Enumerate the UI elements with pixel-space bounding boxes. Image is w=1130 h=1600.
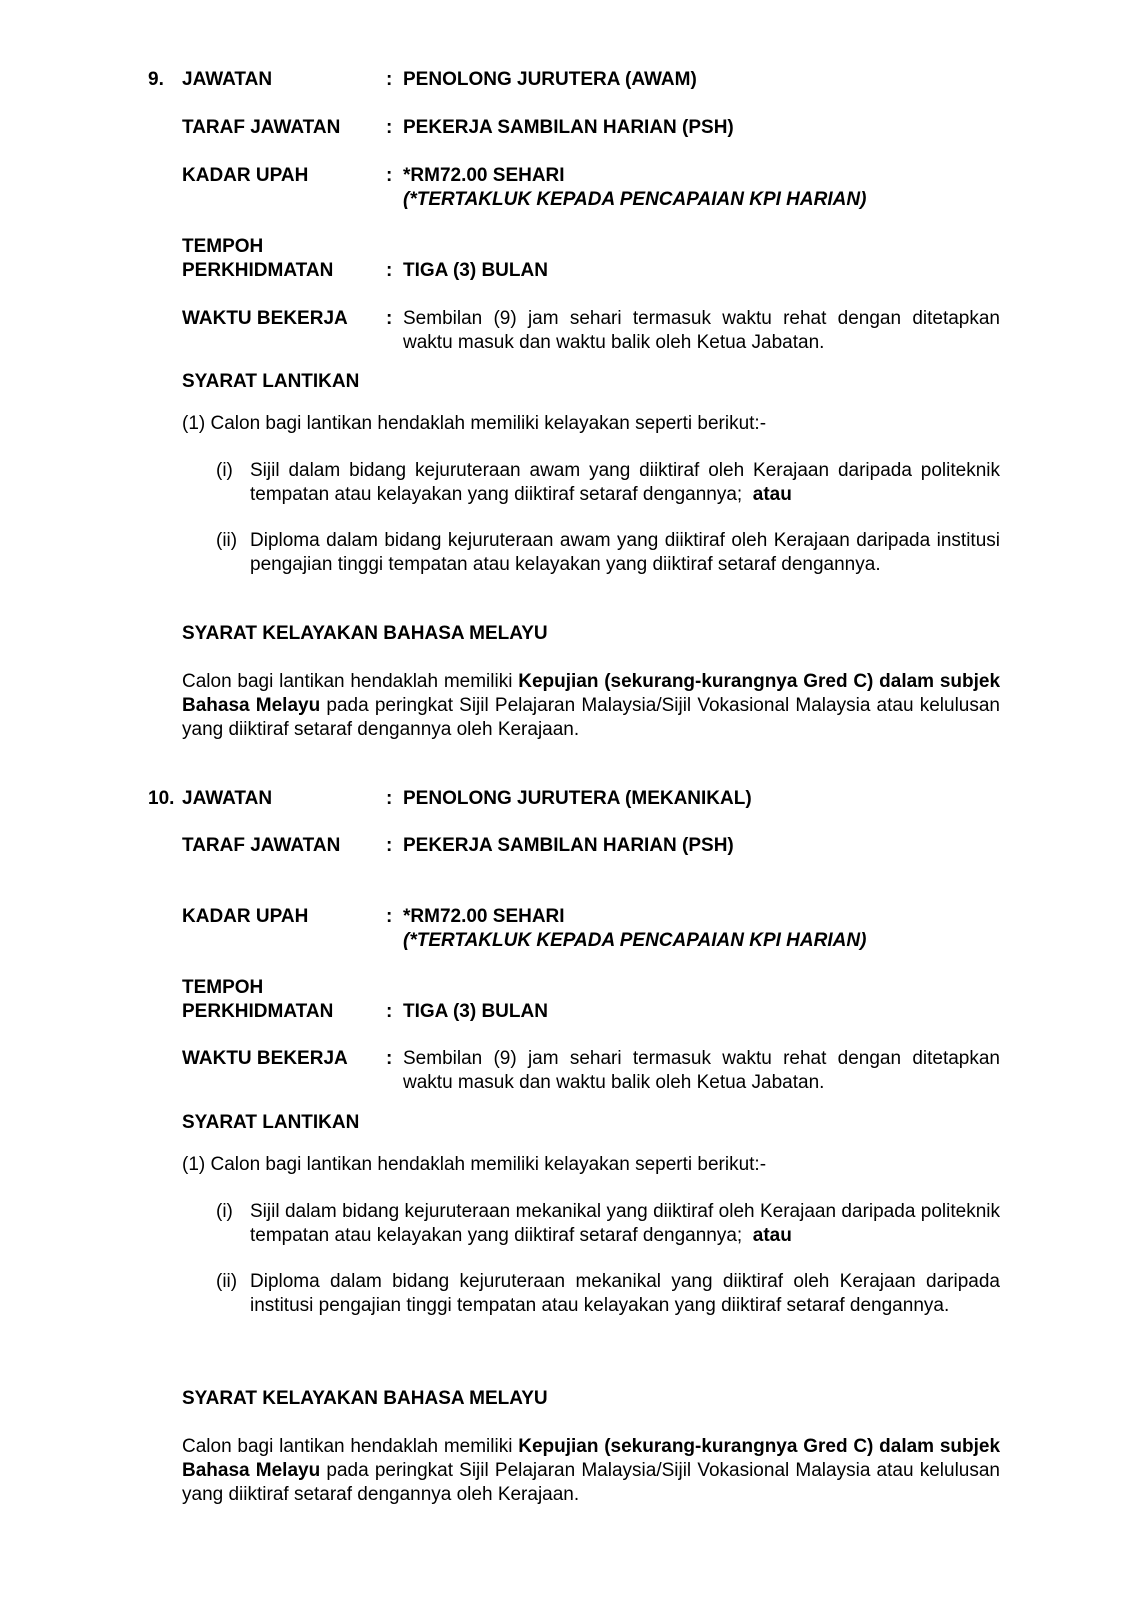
- waktu-bekerja-value: Sembilan (9) jam sehari termasuk waktu rehat dengan ditetapkan waktu masuk dan waktu balik oleh Ketua Jabatan.: [403, 1048, 1000, 1093]
- bahasa-bold: Kepujian (sekurang-kurangnya Gred C) dalam subjek Bahasa Melayu: [182, 1436, 1001, 1481]
- taraf-jawatan-value: PEKERJA SAMBILAN HARIAN (PSH): [403, 117, 734, 138]
- colon: :: [386, 788, 393, 809]
- kadar-upah-note: (*TERTAKLUK KEPADA PENCAPAIAN KPI HARIAN): [403, 930, 867, 951]
- syarat-lantikan-heading: SYARAT LANTIKAN: [182, 1112, 360, 1133]
- bahasa-pre: Calon bagi lantikan hendaklah memiliki: [182, 671, 513, 692]
- perkhidmatan-label: PERKHIDMATAN: [182, 260, 334, 281]
- job-number: 9.: [148, 69, 164, 90]
- colon: :: [386, 1048, 393, 1069]
- taraf-jawatan-label: TARAF JAWATAN: [182, 117, 341, 138]
- syarat-bahasa-text: [182, 670, 1000, 742]
- kadar-upah-note: (*TERTAKLUK KEPADA PENCAPAIAN KPI HARIAN): [403, 189, 867, 210]
- syarat-bahasa-text: [182, 1435, 1000, 1507]
- kadar-upah-label: KADAR UPAH: [182, 906, 309, 927]
- kadar-upah-value: *RM72.00 SEHARI: [403, 165, 565, 186]
- sub-item-text: Diploma dalam bidang kejuruteraan awam yang diiktiraf oleh Kerajaan daripada institusi pengajian tinggi tempatan atau kelayakan yang diiktiraf setaraf dengannya.: [250, 530, 1000, 575]
- taraf-jawatan-label: TARAF JAWATAN: [182, 835, 341, 856]
- syarat-item-1: (1) Calon bagi lantikan hendaklah memiliki kelayakan seperti berikut:-: [182, 1154, 767, 1175]
- kadar-upah-value: *RM72.00 SEHARI: [403, 906, 565, 927]
- waktu-bekerja-value: Sembilan (9) jam sehari termasuk waktu rehat dengan ditetapkan waktu masuk dan waktu balik oleh Ketua Jabatan.: [403, 308, 1000, 353]
- syarat-lantikan-heading: SYARAT LANTIKAN: [182, 371, 360, 392]
- colon: :: [386, 308, 393, 329]
- sub-item-number: (ii): [216, 530, 238, 551]
- waktu-bekerja-label: WAKTU BEKERJA: [182, 308, 348, 329]
- colon: :: [386, 260, 393, 281]
- sub-item-text: [250, 459, 1000, 507]
- jawatan-label: JAWATAN: [182, 788, 273, 809]
- syarat-bahasa-heading: SYARAT KELAYAKAN BAHASA MELAYU: [182, 623, 548, 644]
- sub-item-tail: atau: [752, 1225, 792, 1246]
- sub-item-text: Diploma dalam bidang kejuruteraan mekanikal yang diiktiraf oleh Kerajaan daripada institusi pengajian tinggi tempatan atau kelayakan yang diiktiraf setaraf dengannya.: [250, 1271, 1000, 1316]
- perkhidmatan-label: PERKHIDMATAN: [182, 1001, 334, 1022]
- syarat-item-1: (1) Calon bagi lantikan hendaklah memiliki kelayakan seperti berikut:-: [182, 413, 767, 434]
- bahasa-post: pada peringkat Sijil Pelajaran Malaysia/Sijil Vokasional Malaysia atau kelulusan yang diiktiraf setaraf dengannya oleh Kerajaan.: [182, 695, 1000, 740]
- waktu-bekerja-label: WAKTU BEKERJA: [182, 1048, 348, 1069]
- tempoh-value: TIGA (3) BULAN: [403, 1001, 548, 1022]
- sub-item-body: Sijil dalam bidang kejuruteraan mekanikal yang diiktiraf oleh Kerajaan daripada politeknik tempatan atau kelayakan yang diiktiraf setaraf dengannya;: [250, 1201, 1000, 1246]
- tempoh-label: TEMPOH: [182, 236, 264, 257]
- sub-item-number: (i): [216, 460, 233, 481]
- colon: :: [386, 117, 393, 138]
- kadar-upah-label: KADAR UPAH: [182, 165, 309, 186]
- bahasa-bold: Kepujian (sekurang-kurangnya Gred C) dalam subjek Bahasa Melayu: [182, 671, 1001, 716]
- jawatan-value: PENOLONG JURUTERA (MEKANIKAL): [403, 788, 752, 809]
- tempoh-value: TIGA (3) BULAN: [403, 260, 548, 281]
- colon: :: [386, 835, 393, 856]
- sub-item-tail: atau: [752, 484, 792, 505]
- bahasa-post: pada peringkat Sijil Pelajaran Malaysia/Sijil Vokasional Malaysia atau kelulusan yang diiktiraf setaraf dengannya oleh Kerajaan.: [182, 1460, 1000, 1505]
- sub-item-body: Sijil dalam bidang kejuruteraan awam yang diiktiraf oleh Kerajaan daripada politeknik tempatan atau kelayakan yang diiktiraf setaraf dengannya;: [250, 460, 1000, 505]
- sub-item-number: (i): [216, 1201, 233, 1222]
- colon: :: [386, 165, 393, 186]
- bahasa-pre: Calon bagi lantikan hendaklah memiliki: [182, 1436, 513, 1457]
- jawatan-label: JAWATAN: [182, 69, 273, 90]
- jawatan-value: PENOLONG JURUTERA (AWAM): [403, 69, 697, 90]
- tempoh-label: TEMPOH: [182, 977, 264, 998]
- job-number: 10.: [148, 788, 175, 809]
- colon: :: [386, 906, 393, 927]
- sub-item-number: (ii): [216, 1271, 238, 1292]
- colon: :: [386, 1001, 393, 1022]
- colon: :: [386, 69, 393, 90]
- syarat-bahasa-heading: SYARAT KELAYAKAN BAHASA MELAYU: [182, 1388, 548, 1409]
- page-crop-mask: [0, 1513, 1130, 1600]
- taraf-jawatan-value: PEKERJA SAMBILAN HARIAN (PSH): [403, 835, 734, 856]
- sub-item-text: [250, 1200, 1000, 1248]
